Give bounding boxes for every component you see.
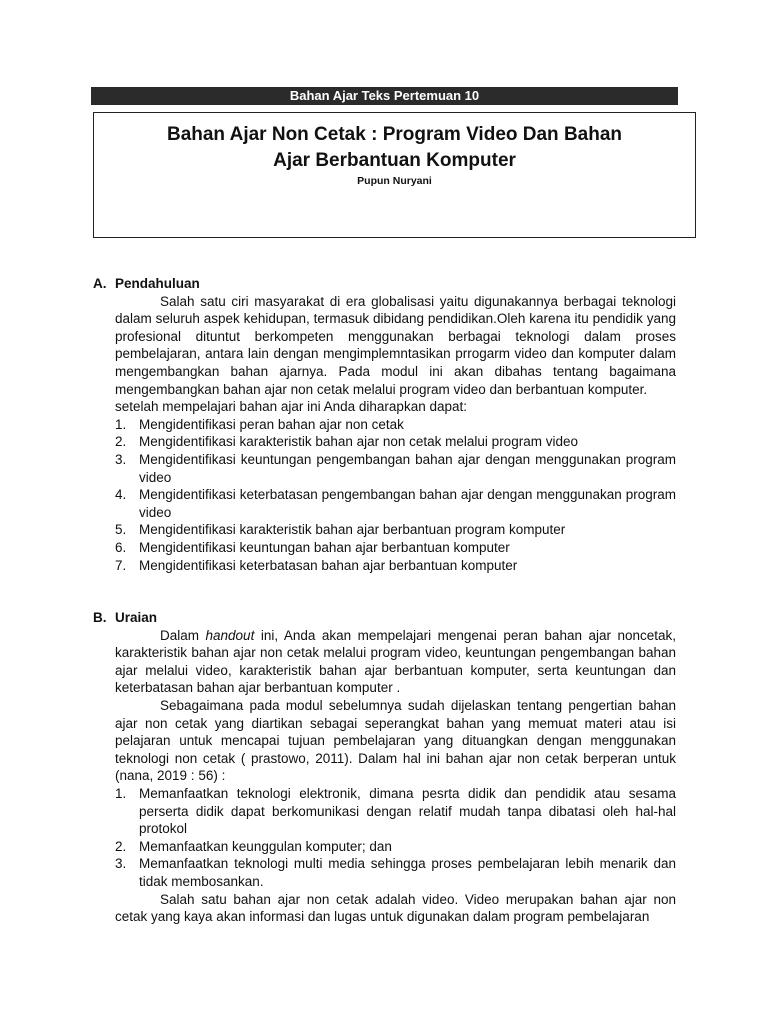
header-banner: Bahan Ajar Teks Pertemuan 10 xyxy=(91,87,678,105)
list-text: Memanfaatkan keunggulan komputer; dan xyxy=(139,838,392,854)
list-number: 4. xyxy=(115,487,127,503)
list-item xyxy=(93,838,676,856)
p1-italic-term: handout xyxy=(205,627,255,643)
list-number: 1. xyxy=(115,786,127,802)
list-text: Mengidentifikasi keterbatasan pengembangan bahan ajar dengan menggunakan program video xyxy=(139,487,676,520)
document-title xyxy=(94,122,695,174)
list-text: Mengidentifikasi peran bahan ajar non cetak xyxy=(139,416,404,432)
roles-list xyxy=(93,785,676,891)
document-body xyxy=(93,275,676,926)
section-b-heading xyxy=(93,609,676,627)
section-b-paragraph-1 xyxy=(93,627,676,697)
list-item xyxy=(93,451,676,486)
list-number: 7. xyxy=(115,557,127,573)
list-number: 1. xyxy=(115,416,127,432)
section-a-heading xyxy=(93,275,676,293)
list-text: Mengidentifikasi keuntungan pengembangan bahan ajar dengan menggunakan program video xyxy=(139,451,676,485)
section-b-paragraph-3: Salah satu bahan ajar non cetak adalah video. Video merupakan bahan ajar non cetak yang kaya akan informasi dan lugas untuk digunakan dalam program pembelajaran xyxy=(115,891,676,925)
list-number: 2. xyxy=(115,434,127,450)
list-text: Memanfaatkan teknologi multi media sehingga proses pembelajaran lebih menarik dan tidak membosankan. xyxy=(139,856,676,889)
list-item xyxy=(93,557,676,575)
section-b-paragraph-2: Sebagaimana pada modul sebelumnya sudah dijelaskan tentang pengertian bahan ajar non cetak yang diartikan sebagai seperangkat bahan yang memuat materi atau isi pelajaran untuk mencapai tujuan pembelajaran yang dituangkan dengan menggunakan teknologi non cetak ( prastowo, 2011). Dalam hal ini bahan ajar non cetak berperan untuk (nana, 2019 : 56) : xyxy=(115,698,676,784)
author-name: Pupun Nuryani xyxy=(357,175,432,187)
section-a-title: Pendahuluan xyxy=(115,276,200,291)
section-b-title: Uraian xyxy=(115,610,158,626)
list-item xyxy=(93,433,676,451)
list-number: 5. xyxy=(115,522,127,538)
p1-text-rest: ini, Anda akan mempelajari mengenai peran bahan ajar noncetak, karakteristik bahan ajar non cetak melalui program video, keuntungan pengembangan bahan ajar melalui video, karakteristik bahan ajar berbantuan komputer, serta keuntungan dan keterbatasan bahan ajar berbantuan komputer . xyxy=(115,627,677,696)
section-a-intro-line: setelah mempelajari bahan ajar ini Anda diharapkan dapat: xyxy=(115,399,467,415)
section-b-letter: B. xyxy=(93,610,107,626)
title-line-2: Ajar Berbantuan Komputer xyxy=(273,150,516,171)
list-number: 3. xyxy=(115,856,127,872)
list-item xyxy=(93,539,676,557)
list-number: 2. xyxy=(115,838,127,854)
list-text: Memanfaatkan teknologi elektronik, dimana pesrta didik dan pendidik atau sesama perserta didik dapat berkomunikasi dengan relatif mudah tanpa dibatasi oleh hal-hal protokol xyxy=(139,786,676,837)
objectives-list xyxy=(93,416,676,574)
list-text: Mengidentifikasi karakteristik bahan ajar berbantuan program komputer xyxy=(139,522,566,538)
list-item xyxy=(93,486,676,521)
list-item xyxy=(93,855,676,890)
list-text: Mengidentifikasi keuntungan bahan ajar berbantuan komputer xyxy=(139,539,510,555)
section-a-letter: A. xyxy=(93,276,107,291)
list-number: 3. xyxy=(115,451,127,467)
p1-text-start: Dalam xyxy=(160,627,206,643)
list-item xyxy=(93,785,676,838)
list-text: Mengidentifikasi keterbatasan bahan ajar berbantuan komputer xyxy=(139,557,518,573)
list-item xyxy=(93,521,676,539)
list-text: Mengidentifikasi karakteristik bahan ajar non cetak melalui program video xyxy=(139,434,578,450)
title-line-1: Bahan Ajar Non Cetak : Program Video Dan Bahan xyxy=(166,124,623,145)
section-spacer xyxy=(93,574,676,609)
list-item xyxy=(93,416,676,434)
title-box xyxy=(93,112,696,238)
section-a-paragraph: Salah satu ciri masyarakat di era globalisasi yaitu digunakannya berbagai teknologi dalam seluruh aspek kehidupan, termasuk dibidang pendidikan.Oleh karena itu pendidik yang profesional dituntut berkompeten menggunakan berbagai teknologi dalam proses pembelajaran, antara lain dengan mengimplemntasikan prrogarm video dan komputer dalam mengembangkan bahan ajarnya. Pada modul ini akan dibahas tentang bagaimana mengembangkan bahan ajar non cetak melalui program video dan berbantuan komputer. xyxy=(115,293,676,397)
list-number: 6. xyxy=(115,539,127,555)
